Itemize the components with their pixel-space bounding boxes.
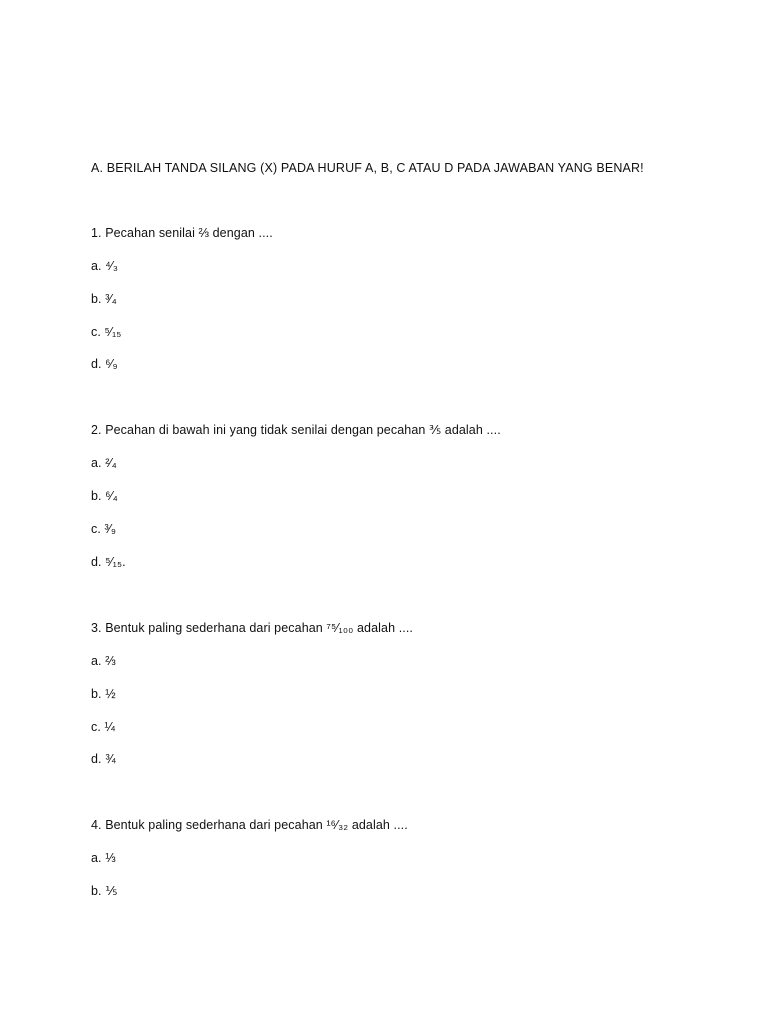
question-2-option-d: d. ⁵⁄₁₅. — [91, 555, 126, 569]
question-4-option-a: a. ⅓ — [91, 851, 116, 865]
question-3-option-b: b. ½ — [91, 687, 116, 701]
instruction-text: A. BERILAH TANDA SILANG (X) PADA HURUF A, B, C ATAU D PADA JAWABAN YANG BENAR! — [91, 161, 644, 175]
question-1-option-b: b. ³⁄₄ — [91, 292, 117, 306]
question-1-text: 1. Pecahan senilai ⅔ dengan .... — [91, 226, 273, 240]
question-3-option-a: a. ⅔ — [91, 654, 116, 668]
question-3-option-d: d. ¾ — [91, 752, 116, 766]
question-3-option-c: c. ¼ — [91, 720, 116, 734]
question-4-option-b: b. ⅕ — [91, 884, 118, 898]
question-1-option-c: c. ⁵⁄₁₅ — [91, 325, 122, 339]
question-2-text: 2. Pecahan di bawah ini yang tidak senilai dengan pecahan ⅗ adalah .... — [91, 423, 501, 437]
question-2-option-b: b. ⁶⁄₄ — [91, 489, 118, 503]
question-2-option-a: a. ²⁄₄ — [91, 456, 117, 470]
question-3-text: 3. Bentuk paling sederhana dari pecahan ⁷⁵⁄₁₀₀ adalah .... — [91, 621, 413, 635]
question-2-option-c: c. ³⁄₉ — [91, 522, 117, 536]
question-1-option-a: a. ⁴⁄₃ — [91, 259, 119, 273]
question-1-option-d: d. ⁶⁄₉ — [91, 357, 118, 371]
question-4-text: 4. Bentuk paling sederhana dari pecahan ¹⁶⁄₃₂ adalah .... — [91, 818, 408, 832]
